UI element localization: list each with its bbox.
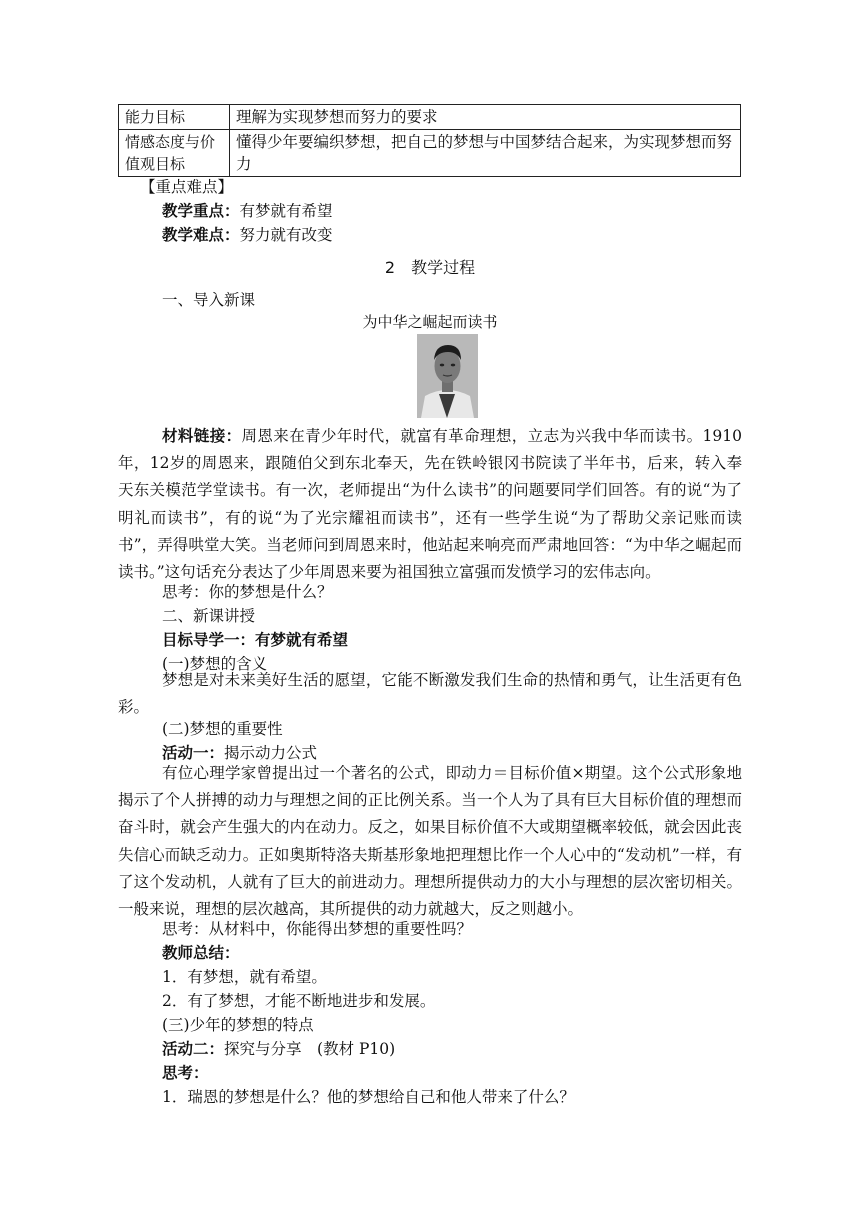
table-row	[119, 105, 741, 130]
summary-label: 教师总结：	[162, 944, 240, 962]
think-question-2: 思考：从材料中，你能得出梦想的重要性吗？	[162, 920, 473, 938]
activity2-line	[162, 1037, 786, 1061]
activity1-text: 揭示动力公式	[224, 744, 318, 762]
meaning-paragraph: 梦想是对未来美好生活的愿望，它能不断激发我们生命的热情和勇气，让生活更有色彩。	[118, 671, 742, 717]
difficulty-text: 努力就有改变	[239, 226, 333, 244]
key-points-heading: 【重点难点】	[140, 178, 234, 196]
part1-heading: 一、导入新课	[162, 291, 256, 309]
question-1: 1．瑞恩的梦想是什么？他的梦想给自己和他人带来了什么？	[162, 1088, 575, 1106]
youth-title: (三)少年的梦想的特点	[162, 1016, 314, 1034]
formula-paragraph: 有位心理学家曾提出过一个著名的公式，即动力＝目标价值×期望。这个公式形象地揭示了个人拼搏的动力与理想之间的正比例关系。当一个人为了具有巨大目标价值的理想而奋斗时，就会产生强大的内在动力。反之，如果目标价值不大或期望概率较低，就会因此丧失信心而缺乏动力。正如奥斯特洛夫斯基形象地把理想比作一个人心中的“发动机”一样，有了这个发动机，人就有了巨大的前进动力。理想所提供动力的大小与理想的层次密切相关。一般来说，理想的层次越高，其所提供的动力就越大，反之则越小。	[118, 764, 742, 919]
part2-heading: 二、新课讲授	[162, 607, 256, 625]
teaching-goals-table	[118, 104, 741, 177]
goal-label: 能力目标	[119, 105, 230, 130]
portrait-figure	[417, 334, 478, 418]
story-title: 为中华之崛起而读书	[362, 313, 498, 331]
summary-item: 1．有梦想，就有希望。	[162, 968, 327, 986]
activity2-text: 探究与分享 (教材 P10)	[224, 1040, 396, 1058]
activity2-label: 活动二：	[162, 1040, 225, 1058]
material-text: 周恩来在青少年时代，就富有革命理想，立志为兴我中华而读书。1910年，12岁的周恩来，跟随伯父到东北奉天，先在铁岭银冈书院读了半年书，后来，转入奉天东关模范学堂读书。有一次，老师提出“为什么读书”的问题要同学们回答。有的说“为了明礼而读书”，有的说“为了光宗耀祖而读书”，还有一些学生说“为了帮助父亲记账而读书”，弄得哄堂大笑。当老师问到周恩来时，他站起来响亮而严肃地回答：“为中华之崛起而读书。”这句话充分表达了少年周恩来要为祖国独立富强而发愤学习的宏伟志向。	[118, 427, 742, 582]
teaching-focus	[162, 199, 786, 223]
portrait-photo	[417, 334, 478, 418]
material-paragraph	[118, 423, 742, 586]
difficulty-label: 教学难点：	[162, 226, 240, 244]
focus-label: 教学重点：	[162, 202, 240, 220]
importance-title: (二)梦想的重要性	[162, 720, 283, 738]
goal1-title: 目标导学一：有梦就有希望	[162, 631, 349, 649]
think3-label: 思考：	[162, 1064, 209, 1082]
material-label: 材料链接：	[162, 427, 242, 445]
meaning-title: (一)梦想的含义	[162, 655, 268, 673]
goal-label: 情感态度与价值观目标	[119, 130, 230, 177]
table-row	[119, 130, 741, 177]
think-question: 思考：你的梦想是什么？	[162, 583, 333, 601]
goal-content: 懂得少年要编织梦想，把自己的梦想与中国梦结合起来，为实现梦想而努力	[230, 130, 741, 177]
section-title: 2 教学过程	[384, 258, 476, 277]
goal-content: 理解为实现梦想而努力的要求	[230, 105, 741, 130]
summary-item: 2．有了梦想，才能不断地进步和发展。	[162, 992, 436, 1010]
activity1-label: 活动一：	[162, 744, 225, 762]
focus-text: 有梦就有希望	[239, 202, 333, 220]
teaching-difficulty	[162, 223, 786, 247]
